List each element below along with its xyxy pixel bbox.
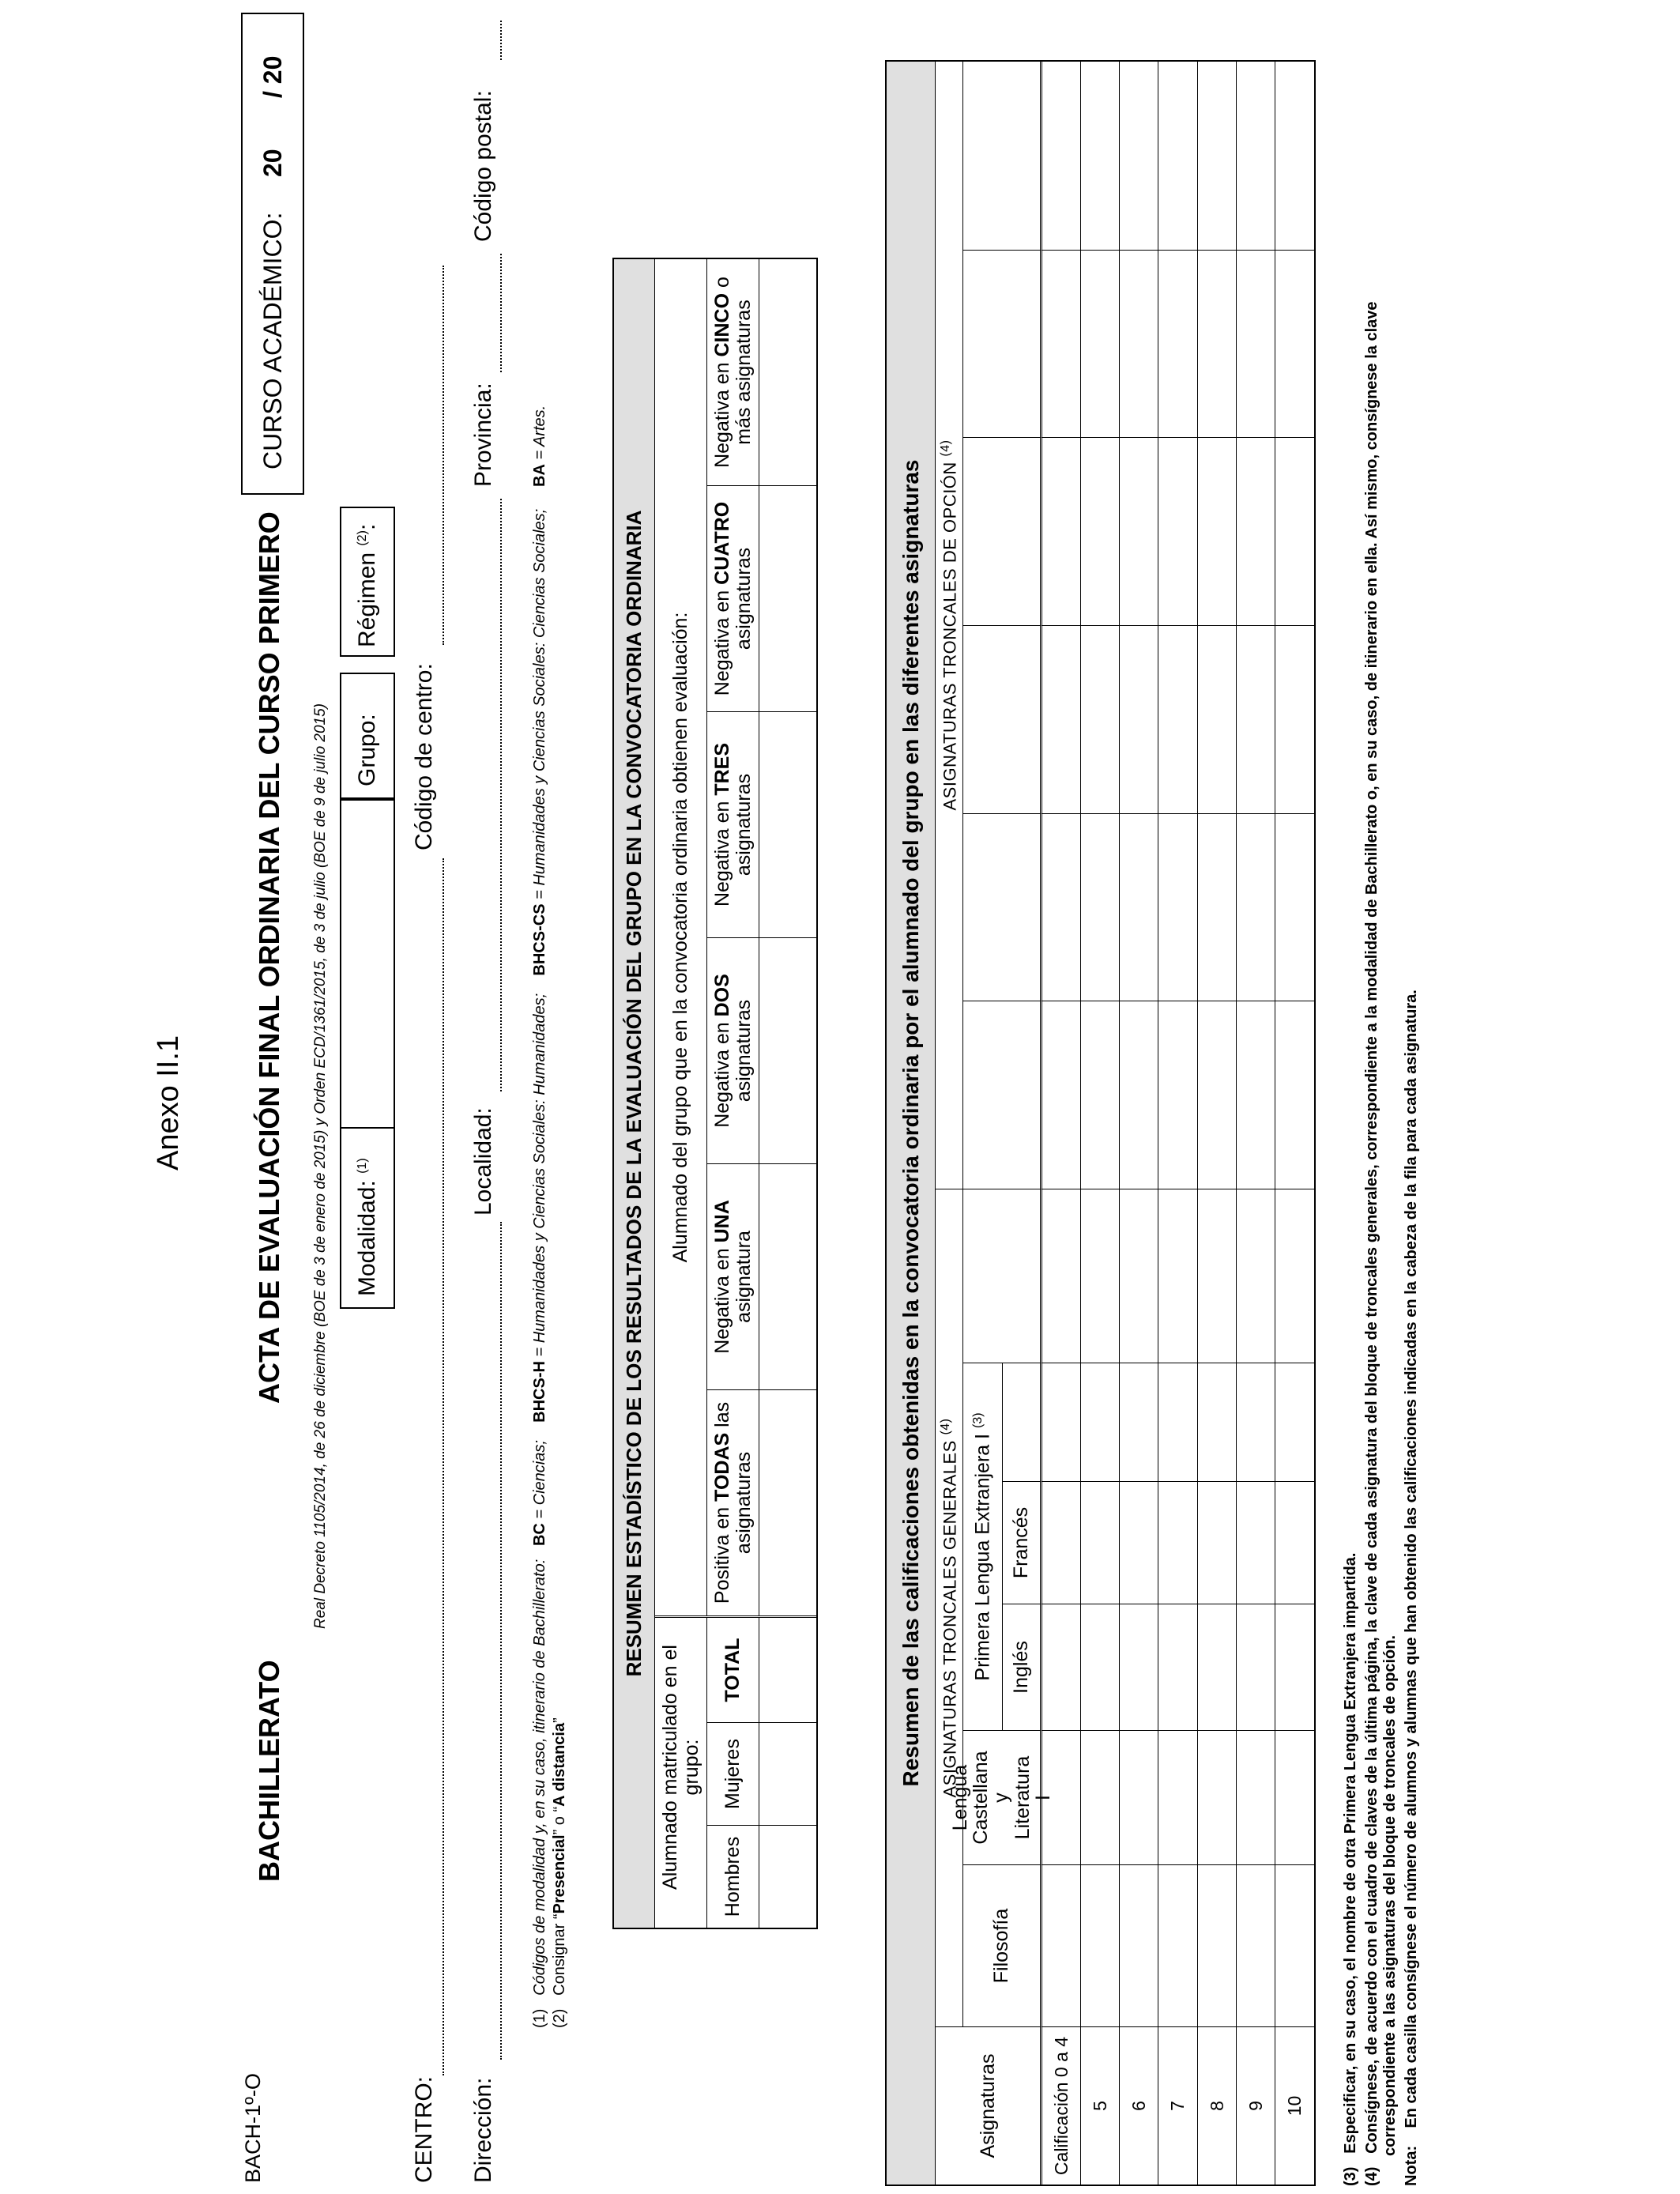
opcion-subject-header[interactable]	[963, 625, 1042, 813]
modalidad-field[interactable]	[340, 1127, 395, 1309]
total-header: TOTAL	[707, 1618, 759, 1722]
footnote-4-continued: correspondiente a las asignaturas del bloque de troncales de opción.	[1381, 1634, 1399, 2156]
grade-count-cell[interactable]	[1081, 1864, 1120, 2026]
grade-rows	[1042, 62, 1314, 2185]
grade-count-cell[interactable]	[1198, 1189, 1237, 1363]
grade-count-cell[interactable]	[1081, 1189, 1120, 1363]
grade-count-cell[interactable]	[1158, 62, 1197, 250]
grupo-label: Grupo:	[354, 714, 380, 786]
regimen-colon: :	[354, 523, 380, 531]
grade-count-cell[interactable]	[1158, 625, 1197, 813]
grade-count-cell[interactable]	[1081, 1730, 1120, 1864]
mujeres-cell[interactable]	[759, 1722, 816, 1825]
grade-count-cell[interactable]	[1120, 813, 1158, 1001]
evaluation-block	[655, 259, 816, 1615]
grade-count-cell[interactable]	[1158, 1864, 1197, 2026]
table-row	[1158, 62, 1197, 2185]
grade-count-cell[interactable]	[1237, 250, 1275, 438]
table-row	[1237, 62, 1275, 2185]
grade-count-cell[interactable]	[1042, 1604, 1081, 1730]
frances-header: Francés	[1003, 1481, 1042, 1604]
asignaturas-header: Asignaturas	[936, 2026, 1042, 2185]
grade-count-cell[interactable]	[1198, 1730, 1237, 1864]
grade-count-cell[interactable]	[1158, 1363, 1197, 1481]
grade-count-cell[interactable]	[1158, 1481, 1197, 1604]
grades-title: Resumen de las calificaciones obtenidas en la convocatoria ordinaria por el alumnado del grupo en las diferentes asignaturas	[887, 62, 936, 2185]
legal-reference: Real Decreto 1105/2014, de 26 de diciembre (BOE de 3 de enero de 2015) y Orden ECD/1361/2015, de 3 de julio (BOE de 9 de julio 2015)	[312, 703, 329, 1629]
table-row	[1042, 62, 1081, 2185]
generales-extra-header[interactable]	[963, 1189, 1042, 1363]
negative-five-cell[interactable]	[759, 259, 816, 485]
grade-count-cell[interactable]	[1081, 1604, 1120, 1730]
negative-one-header: Negativa en UNA asignatura	[707, 1163, 759, 1389]
grade-count-cell[interactable]	[1198, 250, 1237, 438]
hombres-header: Hombres	[707, 1825, 759, 1928]
regimen-text: Régimen	[354, 552, 380, 647]
codigo-postal-label: Código postal:	[470, 90, 496, 242]
grade-count-cell[interactable]	[1237, 62, 1275, 250]
grade-count-cell[interactable]	[1081, 250, 1120, 438]
grade-count-cell[interactable]	[1237, 1604, 1275, 1730]
localidad-line[interactable]	[500, 499, 502, 1091]
course-label: CURSO ACADÉMICO:	[258, 212, 287, 469]
grade-count-cell[interactable]	[1275, 813, 1314, 1001]
direccion-label: Dirección:	[470, 2077, 496, 2183]
grade-count-cell[interactable]	[1275, 1730, 1314, 1864]
grade-count-cell[interactable]	[1042, 1481, 1081, 1604]
regimen-field[interactable]	[340, 507, 395, 657]
table-row	[1120, 62, 1158, 2185]
grade-count-cell[interactable]	[1198, 1864, 1237, 2026]
total-cell[interactable]	[759, 1618, 816, 1722]
grade-count-cell[interactable]	[1158, 1730, 1197, 1864]
grade-count-cell[interactable]	[1158, 250, 1197, 438]
grade-count-cell[interactable]	[1158, 1189, 1197, 1363]
negative-four-header: Negativa en CUATRO asignaturas	[707, 485, 759, 711]
grade-count-cell[interactable]	[1275, 437, 1314, 625]
row-label: 10	[1275, 2026, 1314, 2185]
stage-title: BACHILLERATO	[253, 1660, 285, 1882]
grade-count-cell[interactable]	[1120, 62, 1158, 250]
grade-count-cell[interactable]	[1237, 1363, 1275, 1481]
grade-count-cell[interactable]	[1275, 1001, 1314, 1189]
opcion-subject-header[interactable]	[963, 250, 1042, 438]
grade-count-cell[interactable]	[1042, 1363, 1081, 1481]
negative-five-header: Negativa en CINCO o más asignaturas	[707, 259, 759, 485]
note-2: (2) Consignar “Presencial” o “A distancia”	[551, 1717, 568, 2028]
grade-count-cell[interactable]	[1198, 1363, 1237, 1481]
footnote-4: (4) Consígnese, de acuerdo con el cuadro de claves de la última página, la clave de cada asignatura del bloque de troncales generales, correspondiente a la modalidad de Bachillerato o, en su caso, de itinerario en ella. Así mismo, consígnese la clave	[1363, 301, 1381, 2186]
hombres-cell[interactable]	[759, 1825, 816, 1928]
filosofia-header: Filosofía	[963, 1864, 1042, 2026]
grade-count-cell[interactable]	[1198, 1604, 1237, 1730]
grade-count-cell[interactable]	[1237, 813, 1275, 1001]
grade-count-cell[interactable]	[1120, 1604, 1158, 1730]
lengua-header: Lengua Castellana y Literatura I	[963, 1730, 1042, 1864]
grade-count-cell[interactable]	[1081, 62, 1120, 250]
grade-count-cell[interactable]	[1198, 437, 1237, 625]
grade-count-cell[interactable]	[1120, 1363, 1158, 1481]
grade-count-cell[interactable]	[1237, 1189, 1275, 1363]
grade-count-cell[interactable]	[1120, 1001, 1158, 1189]
generales-header: ASIGNATURAS TRONCALES GENERALES $^{(4)}$	[936, 1189, 963, 2026]
grade-count-cell[interactable]	[1081, 1481, 1120, 1604]
table-row	[1198, 62, 1237, 2185]
opcion-subject-header[interactable]	[963, 1001, 1042, 1189]
grade-count-cell[interactable]	[1198, 62, 1237, 250]
row-label: 5	[1081, 2026, 1120, 2185]
table-row	[1081, 62, 1120, 2185]
grade-count-cell[interactable]	[1120, 1189, 1158, 1363]
summary-table	[612, 258, 818, 1929]
row-label: 7	[1158, 2026, 1197, 2185]
negative-three-cell[interactable]	[759, 711, 816, 937]
grade-count-cell[interactable]	[1042, 1730, 1081, 1864]
positive-all-header: Positiva en TODAS las asignaturas	[707, 1389, 759, 1615]
grade-count-cell[interactable]	[1237, 1864, 1275, 2026]
provincia-label: Provincia:	[470, 383, 496, 487]
direccion-line[interactable]	[500, 1222, 502, 2060]
modalidad-label: Modalidad:	[354, 1180, 380, 1296]
grade-count-cell[interactable]	[1237, 1481, 1275, 1604]
negative-two-header: Negativa en DOS asignaturas	[707, 937, 759, 1163]
note-1: (1) Códigos de modalidad y, en su caso, itinerario de Bachillerato: BC = Ciencias; BHCS-H = Humanidades y Ciencias Sociales: Humanidades; BHCS-CS = Humanidades y Ciencias Sociales: Ciencias Sociales; BA = Artes.	[531, 405, 548, 2028]
grade-count-cell[interactable]	[1042, 437, 1081, 625]
footnote-nota: Nota: En cada casilla consígnese el número de alumnos y alumnas que han obtenido las calificaciones indicadas en la cabeza de la fila para cada asignatura.	[1403, 990, 1420, 2186]
annex-label: Anexo II.1	[152, 1035, 185, 1171]
grade-count-cell[interactable]	[1237, 625, 1275, 813]
grade-count-cell[interactable]	[1081, 437, 1120, 625]
grade-count-cell[interactable]	[1275, 1604, 1314, 1730]
summary-title: RESUMEN ESTADÍSTICO DE LOS RESULTADOS DE LA EVALUACIÓN DEL GRUPO EN LA CONVOCATORIA ORDINARIA	[614, 259, 655, 1928]
grade-count-cell[interactable]	[1198, 1001, 1237, 1189]
grade-count-cell[interactable]	[1042, 813, 1081, 1001]
grade-count-cell[interactable]	[1042, 1864, 1081, 2026]
grade-count-cell[interactable]	[1158, 1001, 1197, 1189]
grade-count-cell[interactable]	[1237, 1730, 1275, 1864]
grade-count-cell[interactable]	[1042, 1189, 1081, 1363]
grade-count-cell[interactable]	[1275, 1363, 1314, 1481]
course-year-end[interactable]: / 20	[258, 55, 287, 98]
grade-count-cell[interactable]	[1237, 437, 1275, 625]
grade-count-cell[interactable]	[1081, 1363, 1120, 1481]
grade-count-cell[interactable]	[1042, 1001, 1081, 1189]
grade-count-cell[interactable]	[1275, 250, 1314, 438]
grade-count-cell[interactable]	[1198, 813, 1237, 1001]
grades-table	[885, 60, 1316, 2186]
row-label: 9	[1237, 2026, 1275, 2185]
positive-all-cell[interactable]	[759, 1389, 816, 1615]
modalidad-input[interactable]	[340, 799, 395, 1127]
provincia-line[interactable]	[500, 254, 502, 372]
grade-count-cell[interactable]	[1275, 1864, 1314, 2026]
codigo-postal-input-line[interactable]	[500, 21, 502, 60]
doc-code: BACH-1º-O	[241, 2073, 265, 2183]
codigo-centro-label: Código de centro:	[411, 663, 437, 850]
grade-count-cell[interactable]	[1158, 1604, 1197, 1730]
regimen-label	[354, 524, 381, 647]
grade-count-cell[interactable]	[1275, 1189, 1314, 1363]
ingles-header: Inglés	[1003, 1604, 1042, 1730]
grade-count-cell[interactable]	[1158, 813, 1197, 1001]
grade-count-cell[interactable]	[1275, 625, 1314, 813]
grade-count-cell[interactable]	[1042, 625, 1081, 813]
evaluation-label: Alumnado del grupo que en la convocatoria ordinaria obtienen evaluación:	[655, 259, 707, 1615]
other-language-header[interactable]	[1003, 1363, 1042, 1481]
ple-header: Primera Lengua Extranjera I $^{(3)}$	[963, 1363, 1003, 1730]
grade-count-cell[interactable]	[1042, 250, 1081, 438]
opcion-subject-header[interactable]	[963, 437, 1042, 625]
footnote-3: (3) Especificar, en su caso, el nombre de otra Primera Lengua Extranjera impartida.	[1342, 1552, 1359, 2186]
opcion-header: ASIGNATURAS TRONCALES DE OPCIÓN $^{(4)}$	[936, 62, 963, 1189]
negative-four-cell[interactable]	[759, 485, 816, 711]
opcion-subject-header[interactable]	[963, 62, 1042, 250]
grade-count-cell[interactable]	[1198, 1481, 1237, 1604]
modalidad-ref: (1)	[356, 1158, 369, 1174]
negative-two-cell[interactable]	[759, 937, 816, 1163]
localidad-label: Localidad:	[470, 1107, 496, 1216]
grade-count-cell[interactable]	[1081, 625, 1120, 813]
codigo-centro-line[interactable]	[443, 266, 444, 645]
page-title: ACTA DE EVALUACIÓN FINAL ORDINARIA DEL CURSO PRIMERO	[253, 511, 285, 1404]
grade-count-cell[interactable]	[1120, 1481, 1158, 1604]
grade-count-cell[interactable]	[1158, 437, 1197, 625]
centro-label: CENTRO:	[411, 2076, 437, 2183]
grade-count-cell[interactable]	[1120, 437, 1158, 625]
grade-count-cell[interactable]	[1081, 1001, 1120, 1189]
negative-three-header: Negativa en TRES asignaturas	[707, 711, 759, 937]
row-label: Calificación 0 a 4	[1042, 2026, 1081, 2185]
grade-count-cell[interactable]	[1120, 250, 1158, 438]
course-box	[241, 13, 304, 495]
grupo-field[interactable]	[340, 673, 395, 799]
grade-count-cell[interactable]	[1275, 62, 1314, 250]
grade-count-cell[interactable]	[1081, 813, 1120, 1001]
negative-one-cell[interactable]	[759, 1163, 816, 1389]
grade-count-cell[interactable]	[1237, 1001, 1275, 1189]
opcion-subject-header[interactable]	[963, 813, 1042, 1001]
opcion-subject-headers	[963, 62, 1042, 1189]
table-row	[1275, 62, 1314, 2185]
enrolled-label: Alumnado matriculado en el grupo:	[655, 1618, 707, 1928]
regimen-ref: (2)	[356, 530, 369, 546]
grade-count-cell[interactable]	[1120, 625, 1158, 813]
grade-count-cell[interactable]	[1120, 1864, 1158, 2026]
grade-count-cell[interactable]	[1275, 1481, 1314, 1604]
row-label: 8	[1198, 2026, 1237, 2185]
enrolled-block	[655, 1615, 816, 1928]
grade-count-cell[interactable]	[1198, 625, 1237, 813]
centro-line[interactable]	[443, 858, 444, 2075]
grade-count-cell[interactable]	[1120, 1730, 1158, 1864]
row-label: 6	[1120, 2026, 1158, 2185]
mujeres-header: Mujeres	[707, 1722, 759, 1825]
course-year-start[interactable]: 20	[258, 149, 287, 177]
grade-count-cell[interactable]	[1042, 62, 1081, 250]
